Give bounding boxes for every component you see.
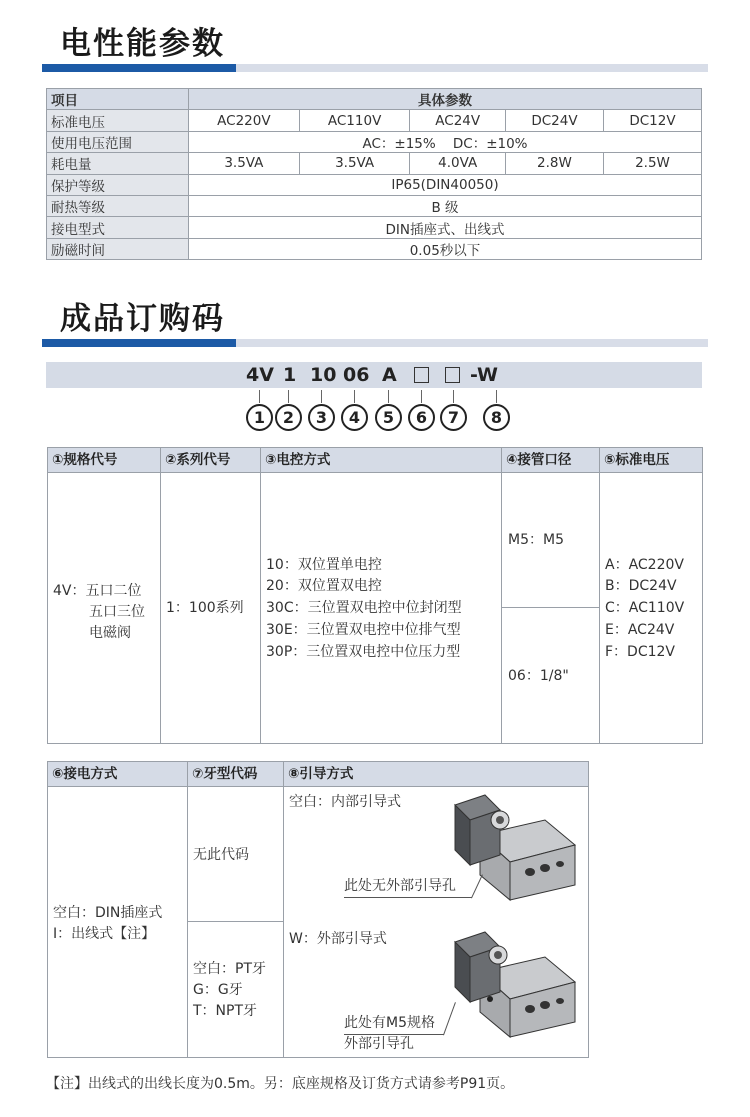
circle-number-5: 5 (375, 404, 402, 431)
header-thread: ⑦牙型代码 (187, 761, 284, 787)
series-line: 1：100系列 (166, 600, 244, 616)
thread-line: T：NPT牙 (193, 1003, 258, 1019)
header-pilot: ⑧引导方式 (283, 761, 589, 787)
tick (321, 390, 322, 403)
code-blank-box (445, 367, 460, 383)
wiring-line: I：出线式【注】 (53, 926, 156, 942)
header-wiring: ⑥接电方式 (47, 761, 188, 787)
circle-number-3: 3 (308, 404, 335, 431)
cell: AC220V (189, 110, 300, 131)
thread-line: 空白：PT牙 (193, 961, 266, 977)
table-row (47, 238, 702, 259)
code-part-4v: 4V (246, 364, 274, 386)
control-line: 30P：三位置双电控中位压力型 (266, 644, 461, 660)
control-line: 10：双位置单电控 (266, 557, 382, 573)
wiring-line: 空白：DIN插座式 (53, 905, 163, 921)
port-cell (501, 473, 600, 744)
thread-top: 无此代码 (193, 847, 249, 863)
header-params: 具体参数 (189, 89, 702, 110)
voltage-line: E：AC24V (605, 622, 675, 638)
circle-number-2: 2 (275, 404, 302, 431)
tick (496, 390, 497, 403)
cell: DC12V (603, 110, 701, 131)
row-label: 接电型式 (47, 217, 189, 238)
header-item: 项目 (47, 89, 189, 110)
valve-internal-pilot-image (440, 790, 585, 905)
thread-divider (187, 921, 284, 922)
callout-line (344, 897, 472, 898)
table-header-row (47, 89, 702, 110)
voltage-line: A：AC220V (605, 557, 684, 573)
cell: 3.5VA (299, 153, 410, 174)
table-row (47, 217, 702, 238)
control-line: 30E：三位置双电控中位排气型 (266, 622, 461, 638)
pilot-external-note: 此处有M5规格 (344, 1015, 435, 1031)
spec-line: 电磁阀 (89, 625, 131, 641)
row-label: 耐热等级 (47, 195, 189, 216)
tick (288, 390, 289, 403)
code-part-control: 10 (310, 364, 337, 386)
cell: IP65(DIN40050) (189, 174, 702, 195)
tick (354, 390, 355, 403)
cell: AC：±15% DC：±10% (189, 131, 702, 152)
table-row (47, 195, 702, 216)
port-top: M5：M5 (508, 532, 564, 548)
cell: B 级 (189, 195, 702, 216)
cell: AC110V (299, 110, 410, 131)
section-title-electrical: 电性能参数 (60, 26, 225, 62)
section-underline (42, 64, 708, 72)
code-part-pilot: -W (470, 364, 498, 386)
footnote: 【注】出线式的出线长度为0.5m。另：底座规格及订货方式请参考P91页。 (46, 1076, 515, 1092)
table-row (47, 131, 702, 152)
section-title-ordering: 成品订购码 (60, 301, 225, 337)
circle-number-4: 4 (341, 404, 368, 431)
thread-line: G：G牙 (193, 982, 243, 998)
header-control: ③电控方式 (260, 447, 502, 473)
cell: DC24V (505, 110, 603, 131)
circle-number-1: 1 (246, 404, 273, 431)
pilot-external-note: 外部引导孔 (344, 1036, 414, 1052)
section-underline (42, 339, 708, 347)
header-voltage: ⑤标准电压 (599, 447, 703, 473)
voltage-line: C：AC110V (605, 600, 685, 616)
row-label: 耗电量 (47, 153, 189, 174)
spec-line: 五口三位 (89, 604, 145, 620)
spec-line: 4V：五口二位 (53, 583, 142, 599)
tick (453, 390, 454, 403)
cell: DIN插座式、出线式 (189, 217, 702, 238)
row-label: 保护等级 (47, 174, 189, 195)
circle-number-7: 7 (440, 404, 467, 431)
tick (421, 390, 422, 403)
port-bottom: 06：1/8" (508, 668, 569, 684)
cell: 0.05秒以下 (189, 238, 702, 259)
pilot-internal-note: 此处无外部引导孔 (344, 878, 456, 894)
port-divider (501, 607, 600, 608)
row-label: 标准电压 (47, 110, 189, 131)
cell: 3.5VA (189, 153, 300, 174)
pilot-external: W：外部引导式 (289, 931, 387, 947)
code-blank-box (414, 367, 429, 383)
table-row (47, 174, 702, 195)
tick (259, 390, 260, 403)
circle-number-8: 8 (483, 404, 510, 431)
code-part-voltage: A (382, 364, 397, 386)
voltage-line: B：DC24V (605, 578, 677, 594)
voltage-line: F：DC12V (605, 644, 675, 660)
code-bar (46, 362, 702, 388)
control-line: 30C：三位置双电控中位封闭型 (266, 600, 462, 616)
control-line: 20：双位置双电控 (266, 578, 382, 594)
parameter-table (46, 88, 702, 260)
row-label: 使用电压范围 (47, 131, 189, 152)
cell: 4.0VA (410, 153, 506, 174)
valve-external-pilot-image (440, 927, 585, 1042)
table-row (47, 110, 702, 131)
circle-number-6: 6 (408, 404, 435, 431)
tick (388, 390, 389, 403)
cell: AC24V (410, 110, 506, 131)
header-series: ②系列代号 (160, 447, 261, 473)
pilot-internal: 空白：内部引导式 (289, 794, 401, 810)
header-port: ④接管口径 (501, 447, 600, 473)
row-label: 励磁时间 (47, 238, 189, 259)
code-part-series: 1 (283, 364, 297, 386)
code-part-port: 06 (343, 364, 370, 386)
cell: 2.5W (603, 153, 701, 174)
table-row (47, 153, 702, 174)
header-spec: ①规格代号 (47, 447, 161, 473)
cell: 2.8W (505, 153, 603, 174)
